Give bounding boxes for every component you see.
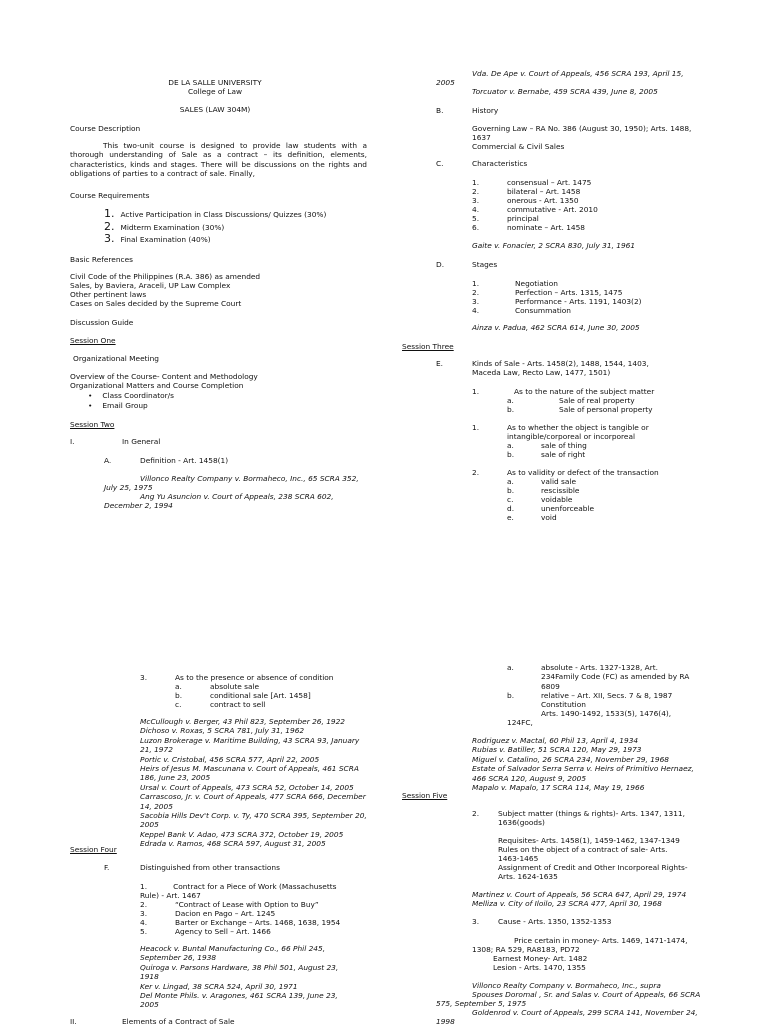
case-list — [472, 736, 697, 792]
case-citation: Carrascoso, Jr. v. Court of Appeals, 477 SCRA 666, December 14, 2005 — [140, 792, 366, 811]
list-item: 5. principal — [472, 214, 539, 223]
outline-number: E. — [436, 359, 444, 368]
case-citation: Ker v. Lingad, 38 SCRA 524, April 30, 1971 — [140, 981, 298, 991]
requisites-line: Requisites- Arts. 1458(1), 1459-1462, 1347-1349 — [498, 836, 680, 845]
lesion-line: Lesion - Arts. 1470, 1355 — [493, 963, 586, 972]
requisites-line: Rules on the object of a contract of sale- Arts. 1463-1465 — [498, 845, 668, 864]
list-item: b. sale of right — [507, 450, 586, 459]
outline-heading: absolute - Arts. 1327-1328, Art. 234Family Code (FC) as amended by RA 6809 — [541, 663, 690, 691]
case-citation: Rodriguez v. Mactal, 60 Phil 13, April 4, 1934 — [472, 736, 639, 745]
case-citation: Ursal v. Court of Appeals, 473 SCRA 52, October 14, 2005 — [140, 782, 354, 792]
session-one-heading: Session One — [70, 336, 116, 345]
outline-heading: As to validity or defect of the transaction — [507, 468, 659, 477]
case-citation: Ainza v. Padua, 462 SCRA 614, June 30, 2005 — [472, 323, 640, 332]
case-citation: Edrada v. Ramos, 468 SCRA 597, August 31, 2005 — [140, 839, 326, 849]
outline-number: 3. — [140, 673, 148, 682]
case-citation: Heacock v. Buntal Manufacturing Co., 66 Phil 245, September 26, 1938 — [140, 944, 326, 963]
list-item: 2. “Contract of Lease with Option to Buy” — [140, 900, 319, 909]
outline-heading: relative – Art. XII, Secs. 7 & 8, 1987 Constitution — [541, 691, 673, 710]
course-description-text: This two-unit course is designed to provide law students with a thorough understanding of Sale as a contract – its definition, elements, characteristics, kinds and stages. There will be discussions on the rights and obligations of parties to a contract of sale. Finally, — [70, 141, 367, 179]
case-citation: Spouses Doromal , Sr. and Salas v. Court of Appeals, 66 SCRA 575, September 5, 1975 — [436, 990, 701, 1009]
university-title: DE LA SALLE UNIVERSITY — [168, 78, 262, 87]
session-one-line: Overview of the Course- Content and Methodology — [70, 372, 258, 381]
list-item: b. conditional sale [Art. 1458] — [175, 691, 311, 700]
case-citation: Heirs of Jesus M. Mascunana v. Court of Appeals, 461 SCRA 186, June 23, 2005 — [140, 764, 359, 783]
case-citation: Martinez v. Court of Appeals, 56 SCRA 647, April 29, 1974 — [472, 890, 687, 899]
list-item: 4. commutative - Art. 2010 — [472, 205, 598, 214]
outline-number: b. — [507, 691, 515, 700]
outline-number: 1. — [472, 423, 480, 432]
case-citation-year: 2005 — [436, 78, 455, 87]
outline-heading: Elements of a Contract of Sale — [122, 1017, 235, 1026]
case-citation: Dichoso v. Roxas, 5 SCRA 781, July 31, 1962 — [140, 726, 305, 736]
case-citation: McCullough v. Berger, 43 Phil 823, September 26, 1922 — [140, 717, 346, 726]
organizational-meeting: Organizational Meeting — [73, 354, 159, 363]
course-title: SALES (LAW 304M) — [179, 105, 251, 114]
list-item: a. valid sale — [507, 477, 577, 486]
reference-line: Civil Code of the Philippines (R.A. 386) as amended — [70, 272, 261, 281]
articles-line: 124FC, — [507, 718, 533, 727]
articles-line: Arts. 1490-1492, 1533(5), 1476(4), — [541, 709, 672, 718]
list-item: 1. consensual – Art. 1475 — [472, 178, 592, 187]
outline-heading: Subject matter (things & rights)- Arts. 1347, 1311, 1636(goods) — [498, 809, 685, 828]
case-citation: Portic v. Cristobal, 456 SCRA 577, April 22, 2005 — [140, 754, 320, 764]
outline-number: 2. — [472, 809, 480, 818]
governing-law: Governing Law – RA No. 386 (August 30, 1950); Arts. 1488, 1637 — [472, 124, 692, 143]
outline-heading: Kinds of Sale - Arts. 1458(2), 1488, 1544, 1403, Maceda Law, Recto Law, 1477, 1501) — [472, 359, 649, 378]
earnest-money-line: Earnest Money- Art. 1482 — [493, 954, 588, 963]
case-citation: Estate of Salvador Serra Serra v. Heirs of Primitivo Hernaez, 466 SCRA 120, August 9, 2005 — [472, 764, 694, 783]
outline-heading: Distinguished from other transactions — [140, 863, 280, 872]
case-citation: Gaite v. Fonacier, 2 SCRA 830, July 31, 1961 — [472, 241, 636, 250]
outline-heading: Stages — [472, 260, 498, 269]
outline-heading: As to the nature of the subject matter — [514, 387, 655, 396]
outline-number: 1. — [472, 387, 480, 396]
case-citation: Ang Yu Asuncion v. Court of Appeals, 238 SCRA 602, December 2, 1994 — [104, 492, 334, 511]
case-citation: Villonco Realty Company v. Bormaheco, Inc., 65 SCRA 352, July 25, 1975 — [104, 474, 359, 493]
case-list — [140, 944, 355, 1010]
outline-number: II. — [70, 1017, 77, 1026]
list-item: a. absolute sale — [175, 682, 260, 691]
list-item: 4. Barter or Exchange – Arts. 1468, 1638, 1954 — [140, 918, 341, 927]
outline-number: B. — [436, 106, 444, 115]
bullet-item: • Class Coordinator/s — [88, 391, 175, 400]
outline-heading: In General — [122, 437, 161, 446]
case-citation: Torcuator v. Bernabe, 459 SCRA 439, June 8, 2005 — [472, 87, 658, 96]
list-item: 1. Negotiation — [472, 279, 558, 288]
outline-number: a. — [507, 663, 514, 672]
outline-heading: Characteristics — [472, 159, 528, 168]
list-item: c. voidable — [507, 495, 573, 504]
course-description-heading: Course Description — [70, 124, 141, 133]
case-citation: Mapalo v. Mapalo, 17 SCRA 114, May 19, 1966 — [472, 783, 645, 793]
session-four-heading: Session Four — [70, 845, 117, 854]
case-list — [140, 717, 368, 849]
session-one-line: Organizational Matters and Course Completion — [70, 381, 244, 390]
list-item: 3. Dacion en Pago – Art. 1245 — [140, 909, 276, 918]
list-item: 1. Contract for a Piece of Work (Massachusetts Rule) - Art. 1467 — [140, 882, 337, 901]
session-two-heading: Session Two — [70, 420, 115, 429]
list-item: 3. Performance - Arts. 1191, 1403(2) — [472, 297, 642, 306]
course-requirements-heading: Course Requirements — [70, 191, 150, 200]
outline-number: 2. — [472, 468, 480, 477]
requirement-item: 3. Final Examination (40%) — [104, 232, 211, 245]
outline-number: F. — [104, 863, 110, 872]
outline-number: 3. — [472, 917, 480, 926]
outline-heading: History — [472, 106, 499, 115]
case-citation: Sacobia Hills Dev't Corp. v. Ty, 470 SCRA 395, September 20, 2005 — [140, 811, 367, 830]
reference-line: Other pertinent laws — [70, 290, 147, 299]
discussion-guide-heading: Discussion Guide — [70, 318, 134, 327]
outline-heading: Cause - Arts. 1350, 1352-1353 — [498, 917, 612, 926]
case-citation: Vda. De Ape v. Court of Appeals, 456 SCRA 193, April 15, — [472, 69, 684, 78]
case-citation: Villonco Realty Company v. Bormaheco, Inc., supra — [472, 981, 661, 990]
outline-heading: As to the presence or absence of condition — [175, 673, 334, 682]
requisites-line: Assignment of Credit and Other Incorporeal Rights- Arts. 1624-1635 — [498, 863, 688, 882]
list-item: e. void — [507, 513, 557, 522]
reference-line: Sales, by Baviera, Araceli, UP Law Complex — [70, 281, 231, 290]
price-line: Price certain in money- Arts. 1469, 1471-1474, 1308; RA 529, RA8183, PD72 — [472, 936, 688, 955]
outline-number: I. — [70, 437, 75, 446]
outline-number: C. — [436, 159, 444, 168]
reference-line: Cases on Sales decided by the Supreme Court — [70, 299, 242, 308]
case-citation: Luzon Brokerage v. Maritime Building, 43 SCRA 93, January 21, 1972 — [140, 735, 360, 755]
case-citation: Melliza v. City of Iloilo, 23 SCRA 477, April 30, 1968 — [472, 899, 662, 908]
outline-heading: Definition - Art. 1458(1) — [140, 456, 229, 465]
list-item: b. rescissible — [507, 486, 580, 495]
list-item: a. sale of thing — [507, 441, 587, 450]
basic-references-heading: Basic References — [70, 255, 133, 264]
list-item: a. Sale of real property — [507, 396, 635, 405]
requirement-item: 2. Midterm Examination (30%) — [104, 220, 225, 233]
bullet-item: • Email Group — [88, 401, 148, 410]
list-item: d. unenforceable — [507, 504, 595, 513]
list-item: c. contract to sell — [175, 700, 266, 709]
session-three-heading: Session Three — [402, 342, 454, 351]
list-item: 5. Agency to Sell – Art. 1466 — [140, 927, 271, 936]
outline-number: D. — [436, 260, 445, 269]
case-citation: Goldenrod v. Court of Appeals, 299 SCRA 141, November 24, 1998 — [436, 1008, 698, 1027]
list-item: 2. bilateral – Art. 1458 — [472, 187, 581, 196]
requirement-item: 1. Active Participation in Class Discussions/ Quizzes (30%) — [104, 207, 327, 220]
session-five-heading: Session Five — [402, 791, 448, 800]
case-citation: Del Monte Phils. v. Aragones, 461 SCRA 139, June 23, 2005 — [140, 991, 338, 1010]
outline-heading: As to whether the object is tangible or intangible/corporeal or incorporeal — [507, 423, 649, 442]
list-item: 6. nominate – Art. 1458 — [472, 223, 586, 232]
case-citation: Quiroga v. Parsons Hardware, 38 Phil 501, August 23, 1918 — [140, 962, 339, 982]
list-item: b. Sale of personal property — [507, 405, 653, 414]
list-item: 3. onerous - Art. 1350 — [472, 196, 579, 205]
case-citation: Miguel v. Catalino, 26 SCRA 234, November 29, 1968 — [472, 754, 670, 764]
college-title: College of Law — [187, 87, 243, 96]
list-item: 4. Consummation — [472, 306, 571, 315]
outline-number: A. — [104, 456, 112, 465]
case-citation: Rubias v. Batiller, 51 SCRA 120, May 29, 1973 — [472, 745, 642, 755]
case-citation: Keppel Bank V. Adao, 473 SCRA 372, October 19, 2005 — [140, 829, 344, 839]
commercial-civil: Commercial & Civil Sales — [472, 142, 565, 151]
list-item: 2. Perfection – Arts. 1315, 1475 — [472, 288, 623, 297]
